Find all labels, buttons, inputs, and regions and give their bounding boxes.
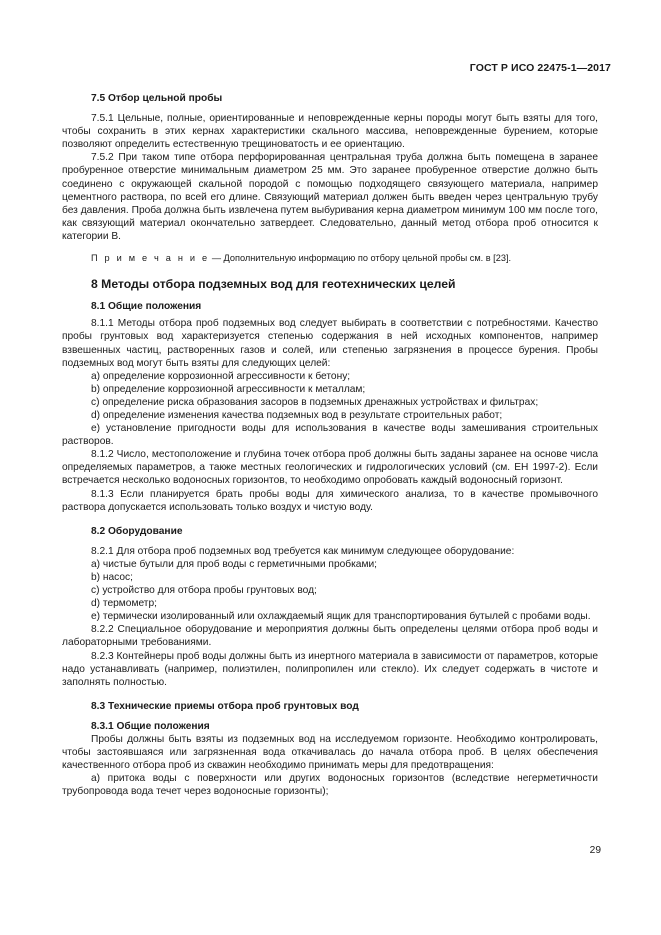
section-7-5-heading: 7.5 Отбор цельной пробы xyxy=(91,93,223,104)
paragraph-7-5-2: 7.5.2 При таком типе отбора перфорированная центральная труба должна быть помещена в заранее пробуренное отверстие минимальным диаметром 25 мм. Это заранее пробуренное отверстие должно быть соединено с окружающей скальной породой с помощью подходящего связующего материала, например цементного раствора, по всей его длине. Связующий материал должен быть введен через центральную трубу без давления. Проба должна быть извлечена путем выбуривания керна диаметром минимум 100 мм после того, как связующий материал окончательно затвердеет. Следовательно, данный метод отбора проб относится к категории В. xyxy=(62,152,598,242)
note xyxy=(62,252,598,265)
section-8-2-heading: 8.2 Оборудование xyxy=(91,525,183,537)
section-8-3-heading: 8.3 Технические приемы отбора проб грунтовых вод xyxy=(91,700,359,712)
section-8-3-1-heading: 8.3.1 Общие положения xyxy=(91,720,210,732)
paragraph-8-1-3: 8.1.3 Если планируется брать пробы воды для химического анализа, то в качестве промывочного раствора допускается использовать только воздух и чистую воду. xyxy=(62,488,598,513)
list-item: d) термометр; xyxy=(91,598,157,610)
list-item: а) притока воды с поверхности или других водоносных горизонтов (вследствие негерметичности трубопровода вода течет через водоносные горизонты); xyxy=(62,773,598,798)
paragraph-8-1-2: 8.1.2 Число, местоположение и глубина точек отбора проб должны быть заданы заранее на основе числа определяемых параметров, а также местных геологических и гидрологических условий (см. ЕН 1997-2). Если встречается несколько водоносных горизонтов, то необходимо опробовать каждый водоносный горизонт. xyxy=(62,449,598,487)
paragraph-7-5-1: 7.5.1 Цельные, полные, ориентированные и неповрежденные керны породы могут быть взяты для того, чтобы сохранить в этих кернах характеристики скального массива, неповрежденные бурением, которые позволяют определить естественную трещиноватость и ее ориентацию. xyxy=(62,113,598,151)
list-item: a) определение коррозионной агрессивности к бетону; xyxy=(91,370,351,382)
paragraph-8-2-2: 8.2.2 Специальное оборудование и мероприятия должны быть определены целями отбора проб воды и лабораторными требованиями. xyxy=(62,624,598,649)
paragraph-8-3-1: Пробы должны быть взяты из подземных вод на исследуемом горизонте. Необходимо контролировать, чтобы застоявшаяся или загрязненная вода откачивалась до начала отбора проб. В целях обеспечения качественного отбора проб из скважин необходимо принимать меры для предотвращения: xyxy=(62,734,598,772)
section-8-1-heading: 8.1 Общие положения xyxy=(91,301,202,313)
paragraph-8-1-1: 8.1.1 Методы отбора проб подземных вод следует выбирать в соответствии с потребностями. Качество пробы грунтовых вод характеризуется степенью содержания в ней исходных компонентов, например взвешенных частиц, растворенных газов и солей, или степенью загрязнения в процессе бурения. Пробы подземных вод могут быть взяты для следующих целей: xyxy=(62,318,598,369)
list-item: d) определение изменения качества подземных вод в результате строительных работ; xyxy=(91,409,503,421)
list-item: a) чистые бутыли для проб воды с герметичными пробками; xyxy=(91,558,377,570)
list-item: b) насос; xyxy=(91,572,133,583)
list-item: e) установление пригодности воды для использования в качестве воды замешивания строительных растворов. xyxy=(62,423,598,448)
paragraph-8-2-3: 8.2.3 Контейнеры проб воды должны быть из инертного материала в зависимости от параметров, которые надо устанавливать (например, полиэтилен, полипропилен или стекло). Их следует содержать в чистоте и заполнять полностью. xyxy=(62,650,598,688)
list-item: b) определение коррозионной агрессивности к металлам; xyxy=(91,383,366,395)
note-text: — Дополнительную информацию по отбору цельной пробы см. в [23]. xyxy=(209,253,512,264)
document-code-header: ГОСТ Р ИСО 22475-1—2017 xyxy=(469,62,611,74)
section-8-heading: 8 Методы отбора подземных вод для геотехнических целей xyxy=(91,277,456,292)
paragraph-8-2-1: 8.2.1 Для отбора проб подземных вод требуется как минимум следующее оборудование: xyxy=(91,545,515,557)
list-item: c) определение риска образования засоров в подземных дренажных устройствах и фильтрах; xyxy=(91,396,539,408)
list-item: c) устройство для отбора пробы грунтовых вод; xyxy=(91,585,317,597)
page-number: 29 xyxy=(589,845,601,856)
note-label: П р и м е ч а н и е xyxy=(91,253,210,264)
list-item: e) термически изолированный или охлаждаемый ящик для транспортирования бутылей с пробами воды. xyxy=(91,611,591,623)
page-body xyxy=(62,92,598,799)
